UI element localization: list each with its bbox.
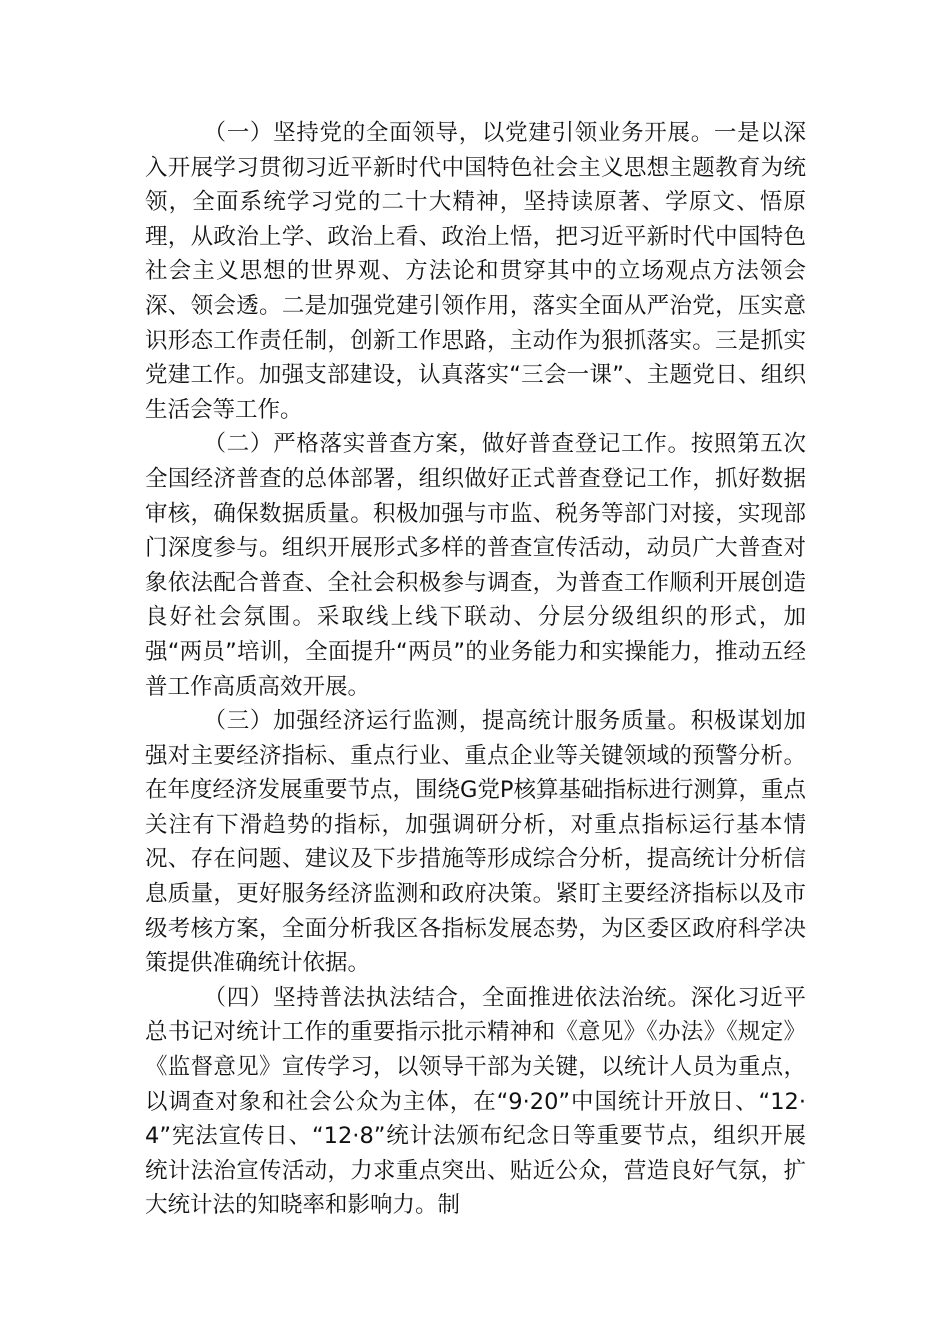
paragraph-census-registration: （二）严格落实普查方案，做好普查登记工作。按照第五次全国经济普查的总体部署，组织做好正式普查登记工作，抓好数据审核，确保数据质量。积极加强与市监、税务等部门对接，实现部门深度参与。组织开展形式多样的普查宣传活动，动员广大普查对象依法配合普查、全社会积极参与调查，为普查工作顺利开展创造良好社会氛围。采取线上线下联动、分层分级组织的形式，加强“两员”培训，全面提升“两员”的业务能力和实操能力，推动五经普工作高质高效开展。 bbox=[145, 431, 806, 700]
paragraph-party-leadership: （一）坚持党的全面领导，以党建引领业务开展。一是以深入开展学习贯彻习近平新时代中国特色社会主义思想主题教育为统领，全面系统学习党的二十大精神，坚持读原著、学原文、悟原理，从政治上学、政治上看、政治上悟，把习近平新时代中国特色社会主义思想的世界观、方法论和贯穿其中的立场观点方法领会深、领会透。二是加强党建引领作用，落实全面从严治党，压实意识形态工作责任制，创新工作思路，主动作为狠抓落实。三是抓实党建工作。加强支部建设，认真落实“三会一课”、主题党日、组织生活会等工作。 bbox=[145, 120, 806, 423]
paragraph-economic-monitoring: （三）加强经济运行监测，提高统计服务质量。积极谋划加强对主要经济指标、重点行业、重点企业等关键领域的预警分析。在年度经济发展重要节点，围绕G党P核算基础指标进行测算，重点关注有下滑趋势的指标，加强调研分析，对重点指标运行基本情况、存在问题、建议及下步措施等形成综合分析，提高统计分析信息质量，更好服务经济监测和政府决策。紧盯主要经济指标以及市级考核方案，全面分析我区各指标发展态势，为区委区政府科学决策提供准确统计依据。 bbox=[145, 708, 807, 977]
paragraph-rule-of-law: （四）坚持普法执法结合，全面推进依法治统。深化习近平总书记对统计工作的重要指示批示精神和《意见》《办法》《规定》《监督意见》宣传学习，以领导干部为关键，以统计人员为重点，以调查对象和社会公众为主体，在“9·20”中国统计开放日、“12·4”宪法宣传日、“12·8”统计法颁布纪念日等重要节点，组织开展统计法治宣传活动，力求重点突出、贴近公众，营造良好气氛，扩大统计法的知晓率和影响力。制 bbox=[145, 984, 806, 1219]
document-page bbox=[145, 116, 806, 1223]
